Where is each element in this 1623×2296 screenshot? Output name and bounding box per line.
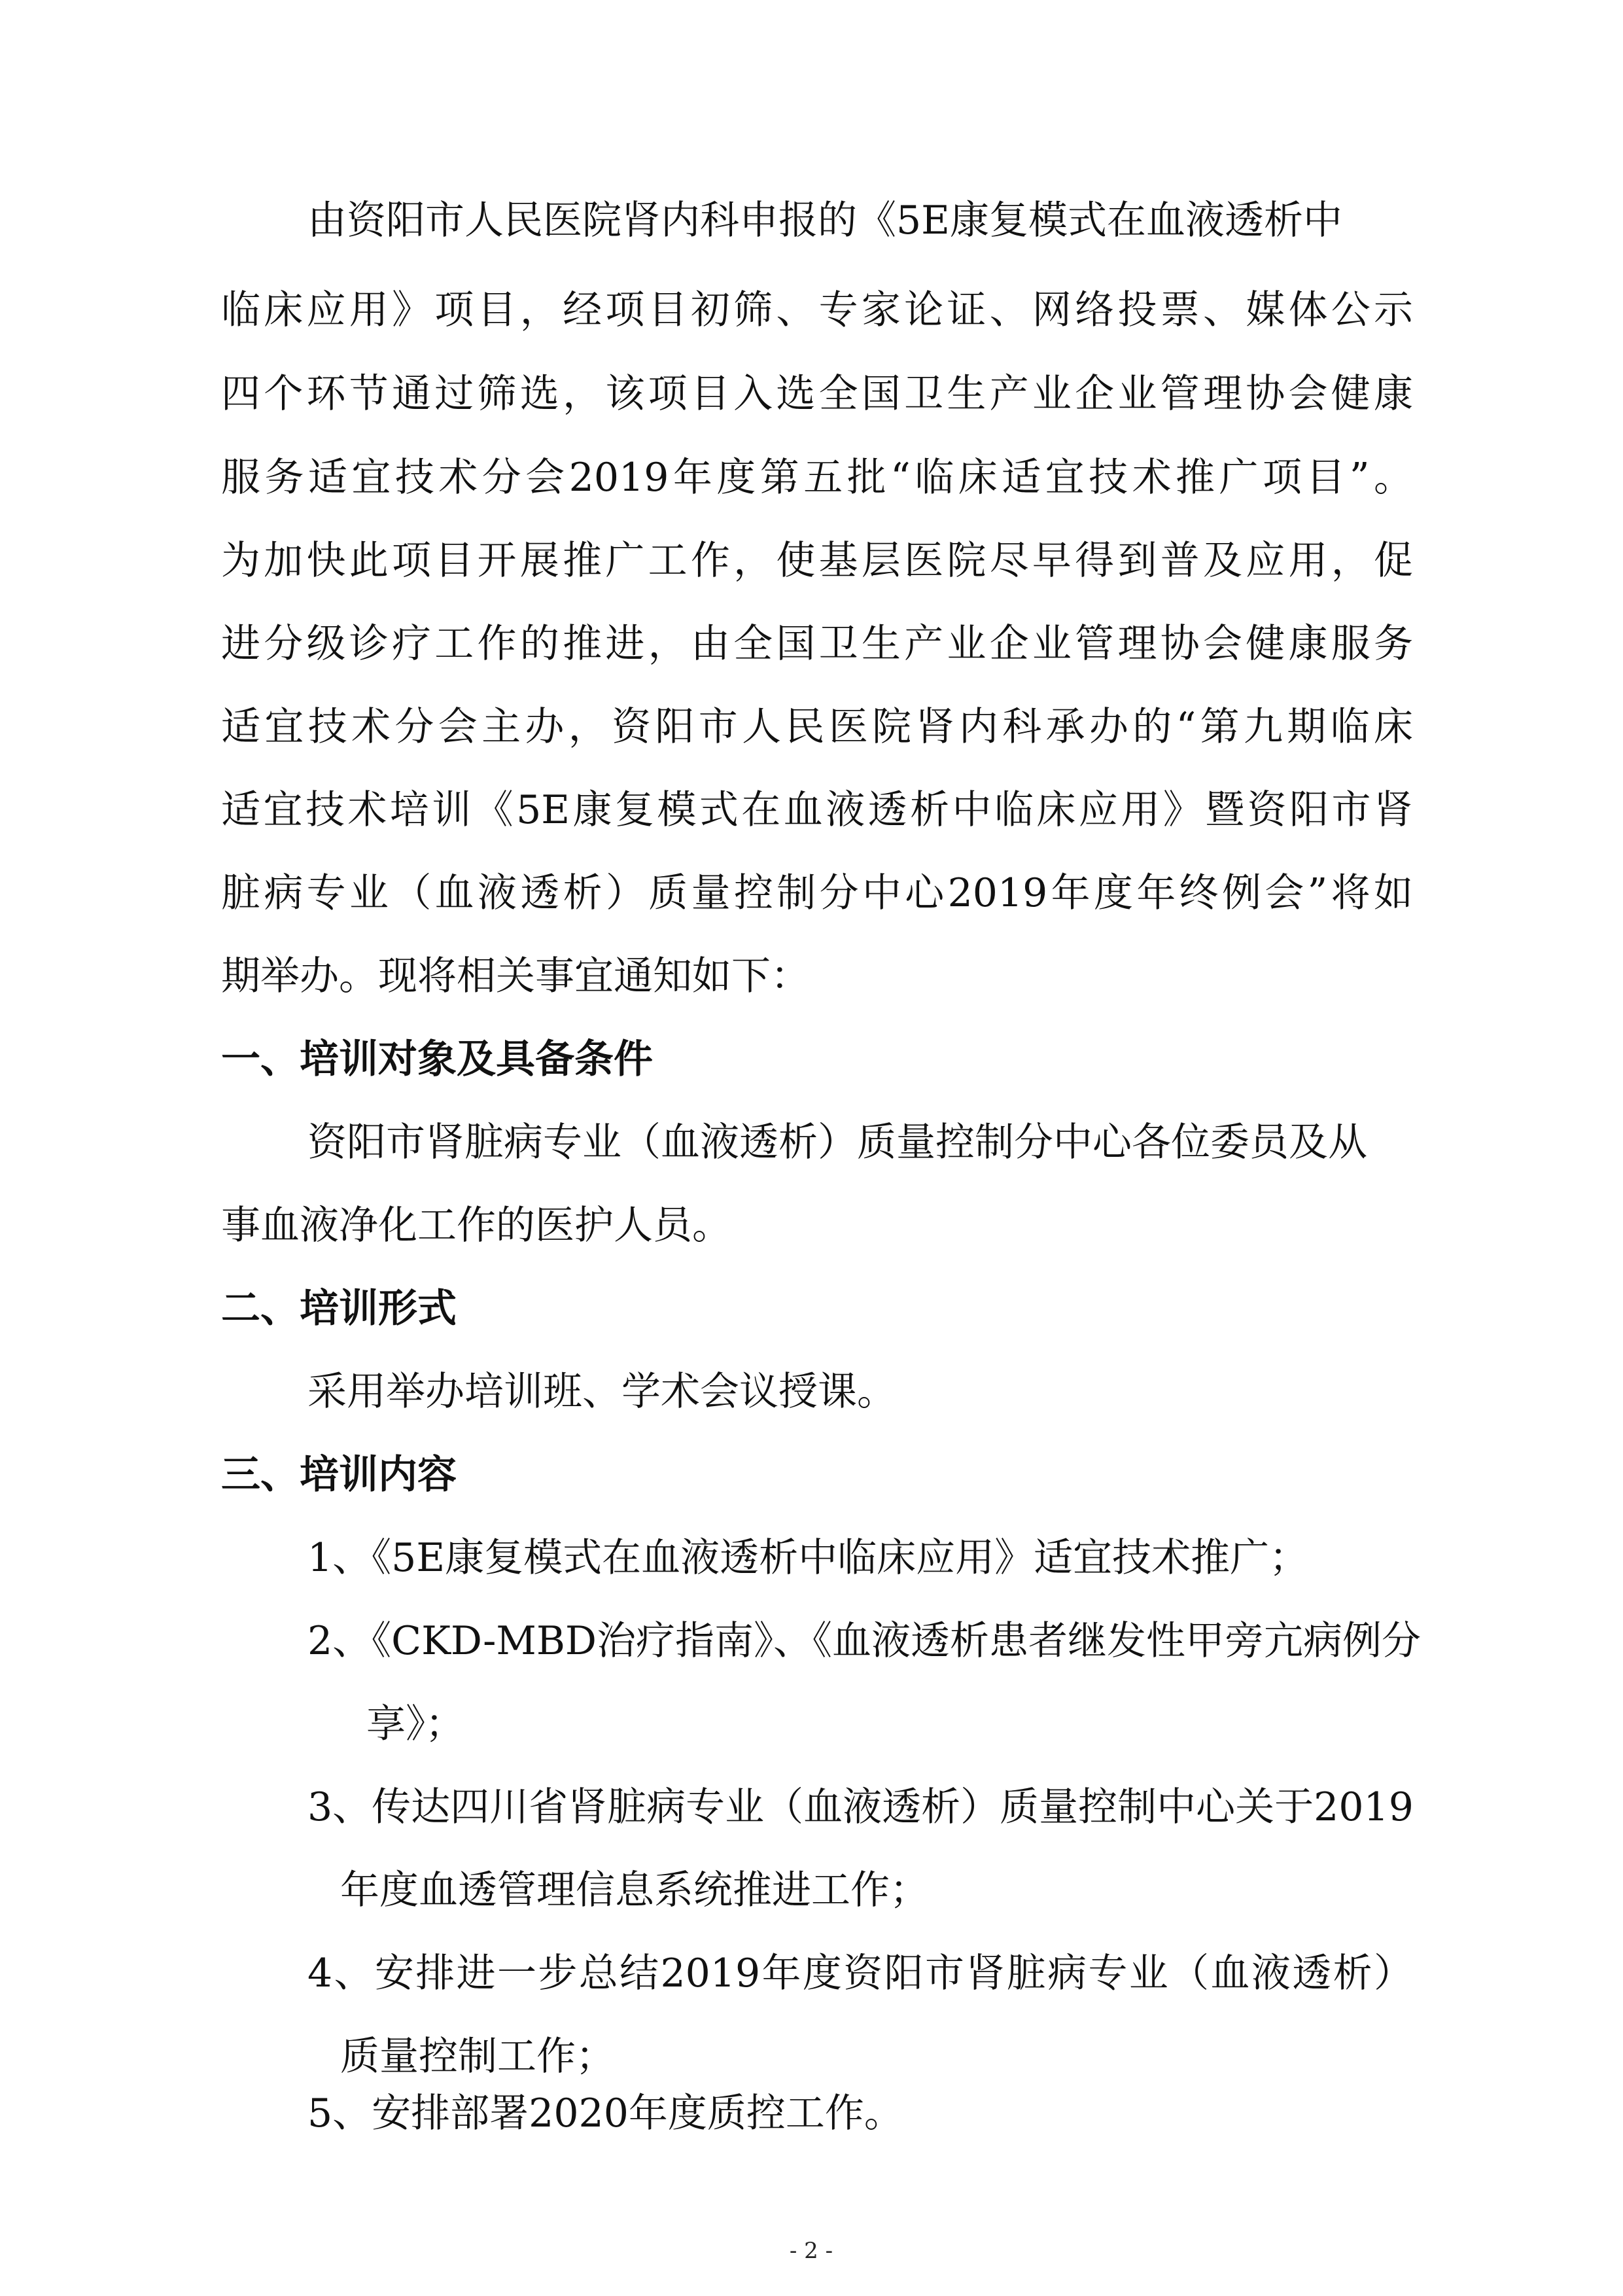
intro-line-4: 服务适宜技术分会2019年度第五批“临床适宜技术推广项目”。 <box>221 455 1413 501</box>
section3-item-2-cont: 享》； <box>366 1701 464 1747</box>
intro-line-3: 四个环节通过筛选，该项目入选全国卫生产业企业管理协会健康 <box>221 371 1413 417</box>
section1-line-1: 资阳市肾脏病专业（血液透析）质量控制分中心各位委员及从 <box>307 1120 1367 1165</box>
page-number: - 2 - <box>789 2238 833 2264</box>
intro-line-6: 进分级诊疗工作的推进，由全国卫生产业企业管理协会健康服务 <box>221 621 1413 667</box>
section3-item-5: 5、安排部署2020年度质控工作。 <box>307 2091 903 2136</box>
section3-item-4-cont: 质量控制工作； <box>340 2034 615 2079</box>
section3-item-3: 3、传达四川省肾脏病专业（血液透析）质量控制中心关于2019 <box>307 1784 1414 1830</box>
section-heading-1: 一、培训对象及具备条件 <box>221 1036 653 1082</box>
section3-item-3-cont: 年度血透管理信息系统推进工作； <box>340 1867 929 1913</box>
section-heading-3: 三、培训内容 <box>221 1452 457 1498</box>
intro-line-2: 临床应用》项目，经项目初筛、专家论证、网络投票、媒体公示 <box>221 287 1413 333</box>
intro-line-10: 期举办。现将相关事宜通知如下： <box>221 953 810 999</box>
section3-item-4: 4、安排进一步总结2019年度资阳市肾脏病专业（血液透析） <box>307 1951 1413 1996</box>
intro-line-1: 由资阳市人民医院肾内科申报的《5E康复模式在血液透析中 <box>307 198 1342 243</box>
intro-line-8: 适宜技术培训《5E康复模式在血液透析中临床应用》暨资阳市肾 <box>221 787 1413 833</box>
section3-item-1: 1、《5E康复模式在血液透析中临床应用》适宜技术推广； <box>307 1535 1309 1581</box>
section1-line-2: 事血液净化工作的医护人员。 <box>221 1203 731 1248</box>
intro-line-5: 为加快此项目开展推广工作，使基层医院尽早得到普及应用，促 <box>221 538 1413 584</box>
section-heading-2: 二、培训形式 <box>221 1286 457 1332</box>
intro-line-7: 适宜技术分会主办，资阳市人民医院肾内科承办的“第九期临床 <box>221 704 1413 750</box>
section2-line-1: 采用举办培训班、学术会议授课。 <box>307 1369 896 1415</box>
section3-item-2: 2、《CKD-MBD治疗指南》、《血液透析患者继发性甲旁亢病例分 <box>307 1618 1422 1664</box>
intro-line-9: 脏病专业（血液透析）质量控制分中心2019年度年终例会”将如 <box>221 870 1413 916</box>
